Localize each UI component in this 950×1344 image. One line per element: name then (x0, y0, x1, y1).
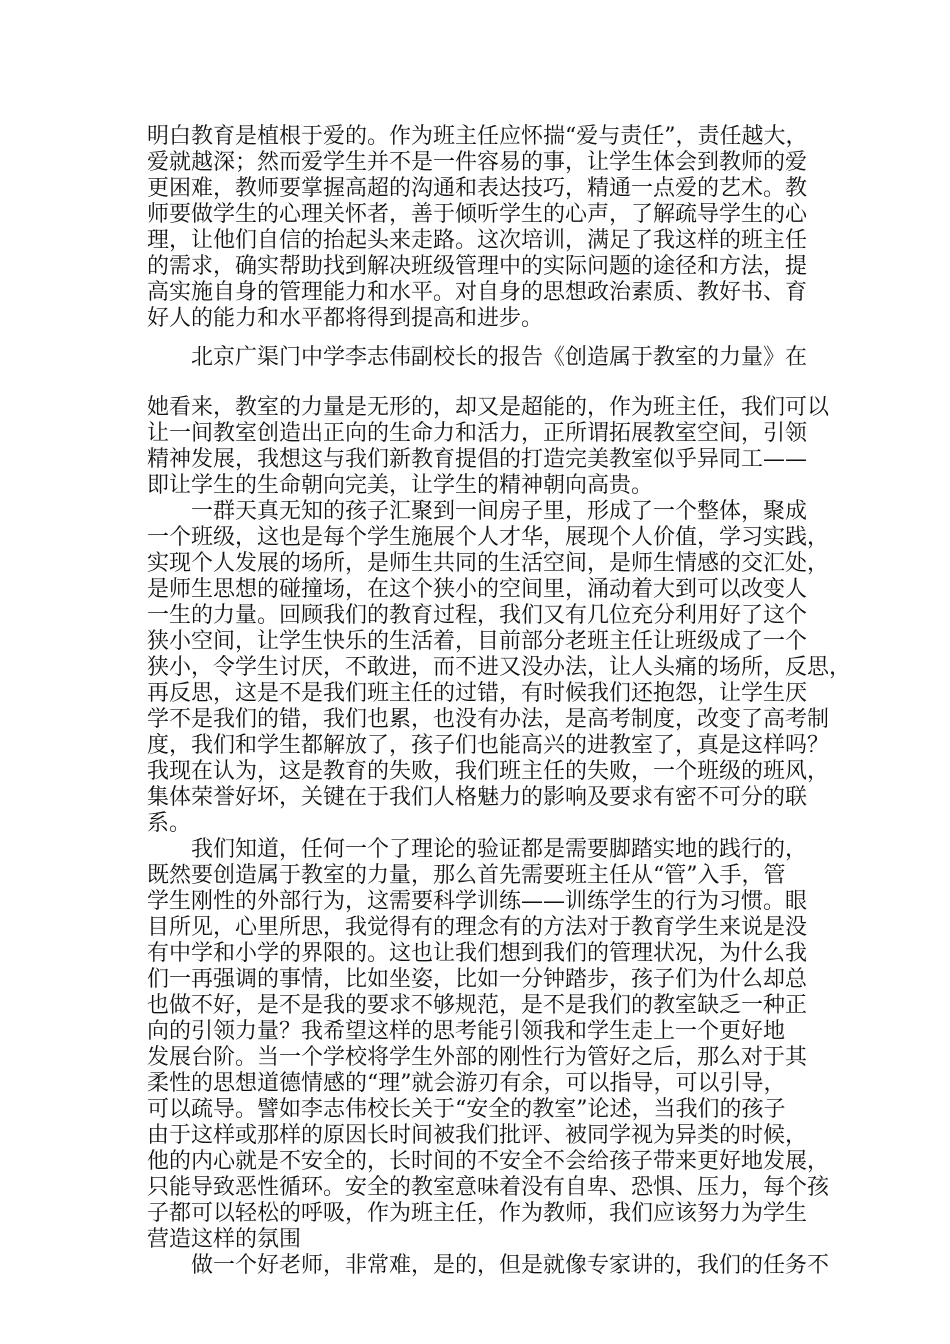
text-line: 一群天真无知的孩子汇聚到一间房子里，形成了一个整体，聚成 (191, 499, 808, 524)
text-line: 有中学和小学的界限的。这也让我们想到我们的管理状况，为什么我 (147, 941, 808, 966)
text-line: 一个班级，这也是每个学生施展个人才华，展现个人价值，学习实践， (147, 525, 830, 550)
paragraph-1 (147, 124, 808, 332)
text-line: 实现个人发展的场所，是师生共同的生活空间，是师生情感的交汇处， (147, 551, 830, 576)
text-line: 即让学生的生命朝向完美，让学生的精神朝向高贵。 (147, 473, 654, 498)
text-line: 我现在认为，这是教育的失败，我们班主任的失败，一个班级的班风， (147, 759, 830, 784)
text-line: 由于这样或那样的原因长时间被我们批评、被同学视为异类的时候， (147, 1123, 808, 1148)
document-page (147, 124, 852, 1279)
text-line: 柔性的思想道德情感的“理”就会游刃有余，可以指导，可以引导， (147, 1071, 786, 1096)
text-line: 也做不好，是不是我的要求不够规范，是不是我们的教室缺乏一种正 (147, 993, 808, 1018)
text-line: 我们知道，任何一个了理论的验证都是需要脚踏实地的践行的， (191, 837, 808, 862)
text-line: 既然要创造属于教室的力量，那么首先需要班主任从“管”入手，管 (147, 863, 786, 888)
text-line: 系。 (147, 811, 192, 836)
text-line: 集体荣誉好坏，关键在于我们人格魅力的影响及要求有密不可分的联 (147, 785, 808, 810)
text-line: 狭小空间，让学生快乐的生活着，目前部分老班主任让班级成了一个 (147, 629, 808, 654)
text-line: 一生的力量。回顾我们的教育过程，我们又有几位充分利用好了这个 (147, 603, 808, 628)
text-line: 学不是我们的错，我们也累，也没有办法，是高考制度，改变了高考制 (147, 707, 830, 732)
text-line: 狭小，令学生讨厌，不敢进，而不进又没办法，让人头痛的场所，反思， (147, 655, 852, 680)
text-line: 向的引领力量？我希望这样的思考能引领我和学生走上一个更好地 (147, 1019, 786, 1044)
text-line: 理，让他们自信的抬起头来走路。这次培训，满足了我这样的班主任 (147, 228, 808, 253)
text-line: 高实施自身的管理能力和水平。对自身的思想政治素质、教好书、育 (147, 280, 808, 305)
text-line: 学生刚性的外部行为，这需要科学训练——训练学生的行为习惯。眼 (147, 889, 808, 914)
text-line: 营造这样的氛围 (147, 1227, 302, 1252)
text-line: 的需求，确实帮助找到解决班级管理中的实际问题的途径和方法，提 (147, 254, 808, 279)
text-line: 让一间教室创造出正向的生命力和活力，正所谓拓展教室空间，引领 (147, 421, 808, 446)
paragraph-3 (147, 499, 852, 837)
text-line: 子都可以轻松的呼吸，作为班主任，作为教师，我们应该努力为学生 (147, 1201, 808, 1226)
text-line: 他的内心就是不安全的，长时间的不安全不会给孩子带来更好地发展， (147, 1149, 830, 1174)
text-line: 可以疏导。譬如李志伟校长关于“安全的教室”论述，当我们的孩子 (147, 1097, 786, 1122)
text-line: 精神发展，我想这与我们新教育提倡的打造完美教室似乎异同工—— (147, 447, 808, 472)
text-line: 更困难，教师要掌握高超的沟通和表达技巧，精通一点爱的艺术。教 (147, 176, 808, 201)
text-line: 们一再强调的事情，比如坐姿，比如一分钟踏步，孩子们为什么却总 (147, 967, 808, 992)
text-line: 目所见，心里所思，我觉得有的理念有的方法对于教育学生来说是没 (147, 915, 808, 940)
text-line: 度，我们和学生都解放了，孩子们也能高兴的进教室了，真是这样吗？ (147, 733, 830, 758)
text-line: 明白教育是植根于爱的。作为班主任应怀揣“爱与责任”，责任越大， (147, 124, 808, 149)
text-line: 师要做学生的心理关怀者，善于倾听学生的心声，了解疏导学生的心 (147, 202, 808, 227)
text-line: 好人的能力和水平都将得到提高和进步。 (147, 306, 544, 331)
text-line: 发展台阶。当一个学校将学生外部的刚性行为管好之后，那么对于其 (147, 1045, 808, 1070)
paragraph-4 (147, 837, 830, 1253)
paragraph-2 (147, 345, 830, 499)
text-line: 爱就越深；然而爱学生并不是一件容易的事，让学生体会到教师的爱 (147, 150, 808, 175)
text-line: 她看来，教室的力量是无形的，却又是超能的，作为班主任，我们可以 (147, 395, 830, 420)
text-line: 北京广渠门中学李志伟副校长的报告《创造属于教室的力量》在 (191, 345, 808, 370)
text-line: 是师生思想的碰撞场，在这个狭小的空间里，涌动着大到可以改变人 (147, 577, 808, 602)
text-line: 再反思，这是不是我们班主任的过错，有时候我们还抱怨，让学生厌 (147, 681, 808, 706)
text-line: 做一个好老师，非常难，是的，但是就像专家讲的，我们的任务不 (191, 1253, 830, 1278)
text-line: 只能导致恶性循环。安全的教室意味着没有自卑、恐惧、压力，每个孩 (147, 1175, 830, 1200)
paragraph-5 (147, 1253, 830, 1279)
